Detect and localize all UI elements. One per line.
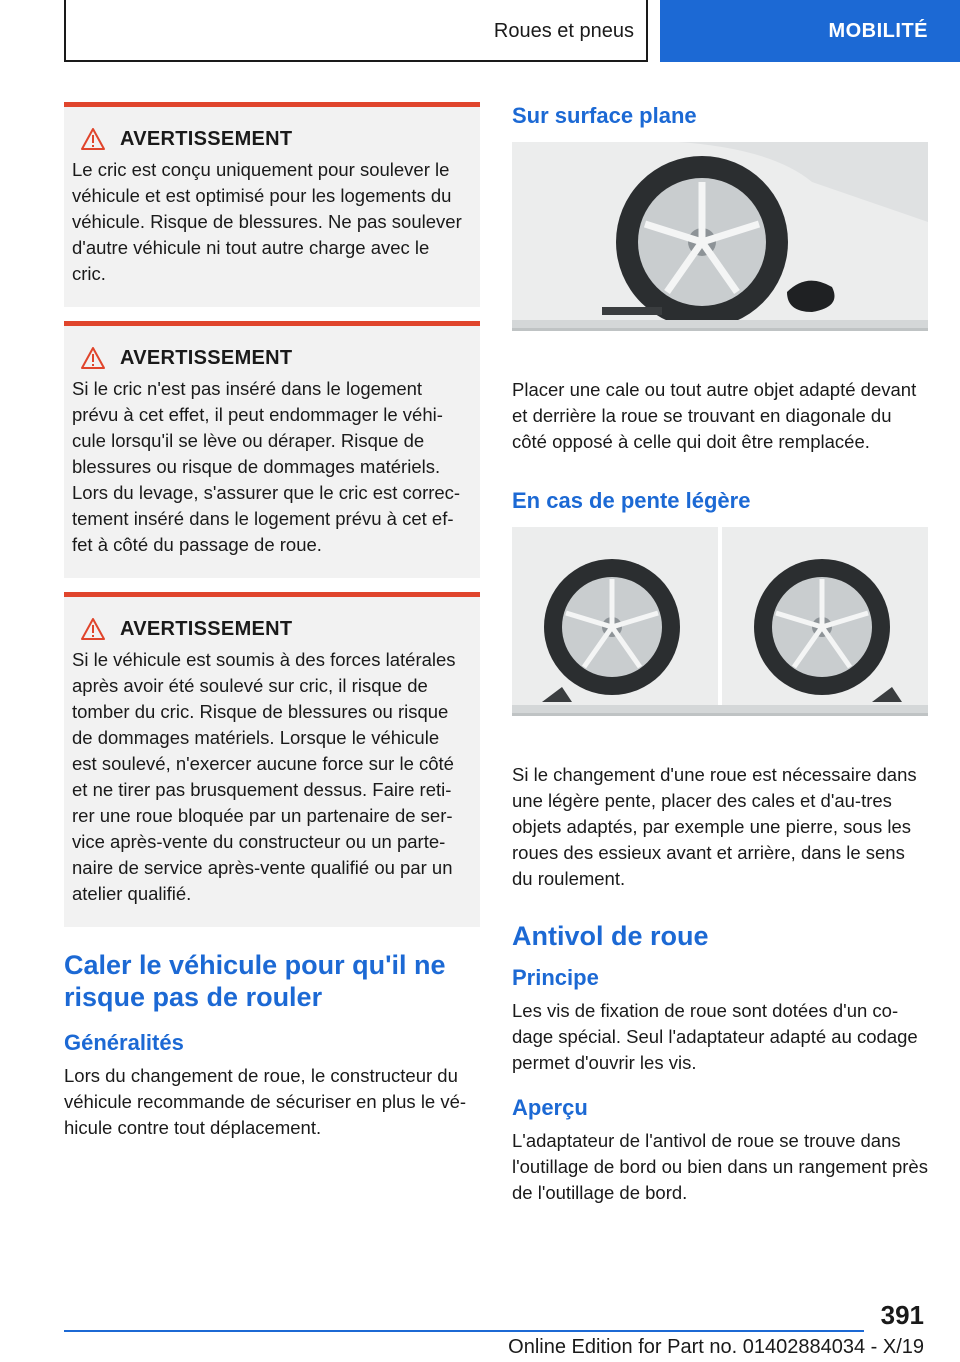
warning-box-1: [64, 102, 480, 307]
subheading-general: Généralités: [64, 1030, 184, 1055]
warning-title: AVERTISSEMENT: [120, 346, 293, 369]
warning-title: AVERTISSEMENT: [120, 127, 293, 150]
slope-chock-illustration: [512, 527, 928, 713]
page-number: 391: [880, 1300, 924, 1330]
overview-paragraph: L'adaptateur de l'antivol de roue se trouve dans l'outillage de bord ou bien dans un rangement près de l'outillage de bord.: [512, 1130, 928, 1203]
section-heading: Caler le véhicule pour qu'il ne risque pas de rouler: [64, 950, 446, 1012]
chapter-tab[interactable]: [660, 0, 960, 62]
slope-paragraph: Si le changement d'une roue est nécessaire dans une légère pente, placer des cales et d'au-tres objets adaptés, par exemple une pierre, sous les roues des essieux avant et arrière, dans le sens du roulement.: [512, 764, 917, 889]
section-heading-lock: Antivol de roue: [512, 921, 709, 951]
warning-box-3: [64, 592, 480, 927]
principle-paragraph: Les vis de fixation de roue sont dotées d'un co-dage spécial. Seul l'adaptateur adapté au codage permet d'ouvrir les vis.: [512, 1000, 918, 1073]
left-column: [64, 102, 480, 1141]
warning-box-2: [64, 321, 480, 578]
warning-text: Si le véhicule est soumis à des forces latérales après avoir été soulevé sur cric, il risque de tomber du cric. Risque de blessures ou risque de dommages matériels. Lorsque le véhicule est soulevé, n'exercer aucune force sur le côté et ne tirer pas brusquement dessus. Faire reti-rer une roue bloquée par un partenaire de ser-vice après-vente du constructeur ou un parte-naire de service après-vente qualifié ou par un atelier qualifié.: [72, 649, 456, 904]
subheading-flat: Sur surface plane: [512, 103, 697, 128]
right-column: [512, 102, 928, 1206]
warning-text: Si le cric n'est pas inséré dans le logement prévu à cet effet, il peut endommager le véhi-cule lorsqu'il se lève ou déraper. Risque de blessures ou risque de dommages matériels. Lors du levage, s'assurer que le cric est correc-tement inséré dans le logement prévu à cet ef-fet à côté du passage de roue.: [72, 378, 461, 555]
footer-rule: [64, 1330, 864, 1332]
wheel-chock-illustration: [512, 142, 928, 328]
illustration-flat-wheel: [512, 142, 928, 331]
flat-paragraph: Placer une cale ou tout autre objet adapté devant et derrière la roue se trouvant en diagonale du côté opposé à celle qui doit être remplacée.: [512, 379, 917, 452]
subheading-overview: Aperçu: [512, 1095, 588, 1120]
subheading-slope: En cas de pente légère: [512, 488, 751, 513]
warning-text: Le cric est conçu uniquement pour soulever le véhicule et est optimisé pour les logements du véhicule. Risque de blessures. Ne pas soulever d'autre véhicule ni tout autre charge avec le cric.: [72, 159, 462, 284]
illustration-slope-wheels: [512, 527, 928, 716]
warning-triangle-icon: [80, 346, 106, 370]
general-paragraph: Lors du changement de roue, le constructeur du véhicule recommande de sécuriser en plus le vé-hicule contre tout déplacement.: [64, 1065, 467, 1138]
warning-triangle-icon: [80, 617, 106, 641]
warning-triangle-icon: [80, 127, 106, 151]
chapter-label: MOBILITÉ: [828, 19, 928, 42]
section-label: Roues et pneus: [493, 19, 634, 42]
warning-title: AVERTISSEMENT: [120, 617, 293, 640]
subheading-principle: Principe: [512, 965, 599, 990]
header-section-title: [64, 0, 648, 62]
footer-edition: Online Edition for Part no. 01402884034 - X/19: [508, 1336, 924, 1358]
